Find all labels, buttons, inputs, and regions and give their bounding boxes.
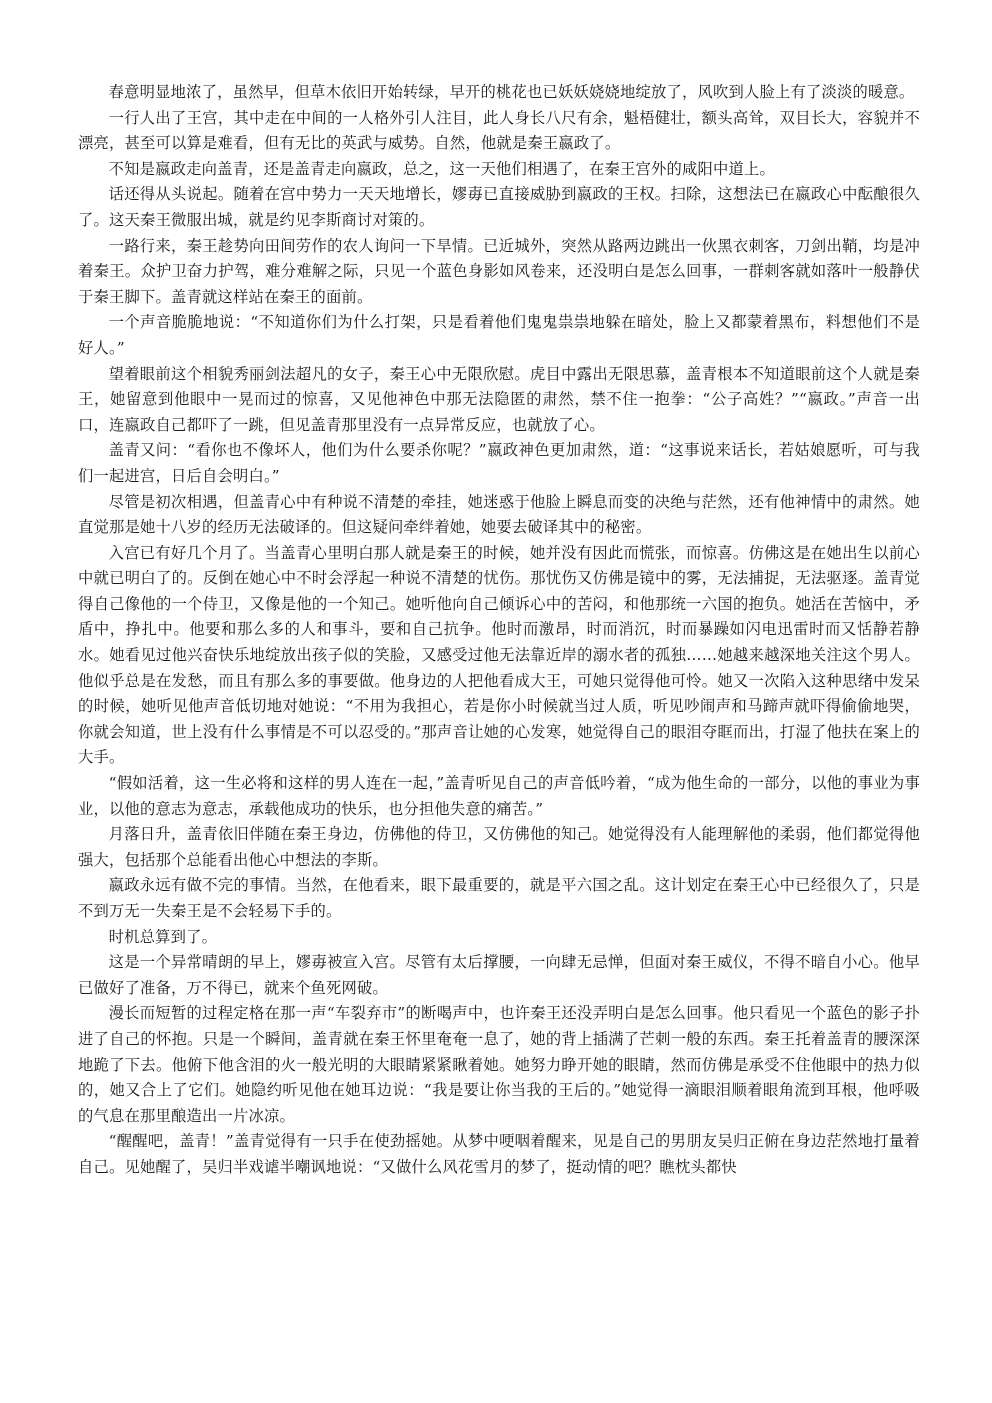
- document-page: [78, 80, 920, 1181]
- paragraph: 话还得从头说起。随着在宫中势力一天天地增长，嫪毐已直接威胁到嬴政的王权。扫除，这想法已在嬴政心中酝酿很久了。这天秦王微服出城，就是约见李斯商讨对策的。: [78, 185, 920, 229]
- paragraph: 尽管是初次相遇，但盖青心中有种说不清楚的牵挂，她迷惑于他脸上瞬息而变的决绝与茫然，还有他神情中的肃然。她直觉那是她十八岁的经历无法破译的。但这疑问牵绊着她，她要去破译其中的秘密。: [78, 492, 920, 537]
- paragraph: 春意明显地浓了，虽然早，但草木依旧开始转绿，早开的桃花也已妖妖娆娆地绽放了，风吹到人脸上有了淡淡的暖意。: [108, 83, 915, 101]
- paragraph: 一个声音脆脆地说：“不知道你们为什么打架，只是看着他们鬼鬼祟祟地躲在暗处，脸上又都蒙着黑布，料想他们不是好人。”: [78, 313, 920, 357]
- paragraph: 嬴政永远有做不完的事情。当然，在他看来，眼下最重要的，就是平六国之乱。这计划定在秦王心中已经很久了，只是不到万无一失秦王是不会轻易下手的。: [78, 876, 920, 920]
- paragraph: 这是一个异常晴朗的早上，嫪毐被宣入宫。尽管有太后撑腰，一向肆无忌惮，但面对秦王威仪，不得不暗自小心。他早已做好了准备，万不得已，就来个鱼死网破。: [78, 953, 920, 997]
- paragraph: 时机总算到了。: [108, 927, 218, 946]
- paragraph: “醒醒吧，盖青！”盖青觉得有一只手在使劲摇她。从梦中哽咽着醒来，见是自己的男朋友吴归正俯在身边茫然地打量着自己。见她醒了，吴归半戏谑半嘲讽地说：“又做什么风花雪月的梦了，挺动情的吧？瞧枕头都快: [78, 1132, 920, 1176]
- paragraph: 一行人出了王宫，其中走在中间的一人格外引人注目，此人身长八尺有余，魁梧健壮，额头高耸，双目长大，容貌并不漂亮，甚至可以算是难看，但有无比的英武与威势。自然，他就是秦王嬴政了。: [78, 108, 920, 153]
- paragraph: 不知是嬴政走向盖青，还是盖青走向嬴政，总之，这一天他们相遇了，在秦王宫外的咸阳中道上。: [108, 159, 775, 178]
- paragraph: 漫长而短暂的过程定格在那一声“车裂弃市”的断喝声中，也许秦王还没弄明白是怎么回事。他只看见一个蓝色的影子扑进了自己的怀抱。只是一个瞬间，盖青就在秦王怀里奄奄一息了，她的背上插满了芒刺一般的东西。秦王托着盖青的腰深深地跪了下去。他俯下他含泪的火一般光明的大眼睛紧紧瞅着她。她努力睁开她的眼睛，然而仿佛是承受不住他眼中的热力似的，她又合上了它们。她隐约听见他在她耳边说：“我是要让你当我的王后的。”她觉得一滴眼泪顺着眼角流到耳根，他呼吸的气息在那里酿造出一片冰凉。: [78, 1004, 920, 1125]
- paragraph: “假如活着，这一生必将和这样的男人连在一起，”盖青听见自己的声音低吟着，“成为他生命的一部分，以他的事业为事业，以他的意志为意志，承载他成功的快乐，也分担他失意的痛苦。”: [78, 774, 920, 818]
- paragraph: 盖青又问：“看你也不像坏人，他们为什么要杀你呢？”嬴政神色更加肃然，道：“这事说来话长，若姑娘愿听，可与我们一起进宫，日后自会明白。”: [78, 441, 920, 485]
- paragraph: 望着眼前这个相貌秀丽剑法超凡的女子，秦王心中无限欣慰。虎目中露出无限思慕，盖青根本不知道眼前这个人就是秦王，她留意到他眼中一晃而过的惊喜，又见他神色中那无法隐匿的肃然，禁不住一抱拳：“公子高姓？”“嬴政。”声音一出口，连嬴政自己都吓了一跳，但见盖青那里没有一点异常反应，也就放了心。: [78, 364, 920, 434]
- paragraph: 一路行来，秦王趁势向田间劳作的农人询问一下旱情。已近城外，突然从路两边跳出一伙黑衣刺客，刀剑出鞘，均是冲着秦王。众护卫奋力护驾，难分难解之际，只见一个蓝色身影如风卷来，还没明白是怎么回事，一群刺客就如落叶一般静伏于秦王脚下。盖青就这样站在秦王的面前。: [78, 236, 920, 306]
- paragraph: 入宫已有好几个月了。当盖青心里明白那人就是秦王的时候，她并没有因此而慌张，而惊喜。仿佛这是在她出生以前心中就已明白了的。反倒在她心中不时会浮起一种说不清楚的忧伤。那忧伤又仿佛是镜中的雾，无法捕捉，无法驱逐。盖青觉得自己像他的一个侍卫，又像是他的一个知己。她听他向自己倾诉心中的苦闷，和他那统一六国的抱负。她活在苦恼中，矛盾中，挣扎中。他要和那么多的人和事斗，要和自己抗争。他时而激昂，时而消沉，时而暴躁如闪电迅雷时而又恬静若静水。她看见过他兴奋快乐地绽放出孩子似的笑脸，又感受过他无法靠近岸的溺水者的孤独……她越来越深地关注这个男人。他似乎总是在发愁，而且有那么多的事要做。他身边的人把他看成大王，可她只觉得他可怜。她又一次陷入这种思绪中发呆的时候，她听见他声音低切地对她说：“不用为我担心，若是你小时候就当过人质，听见吵闹声和马蹄声就吓得偷偷地哭，你就会知道，世上没有什么事情是不可以忍受的。”那声音让她的心发寒，她觉得自己的眼泪夺眶而出，打湿了他扶在案上的大手。: [78, 543, 920, 767]
- paragraph: 月落日升，盖青依旧伴随在秦王身边，仿佛他的侍卫，又仿佛他的知己。她觉得没有人能理解他的柔弱，他们都觉得他强大，包括那个总能看出他心中想法的李斯。: [78, 825, 920, 869]
